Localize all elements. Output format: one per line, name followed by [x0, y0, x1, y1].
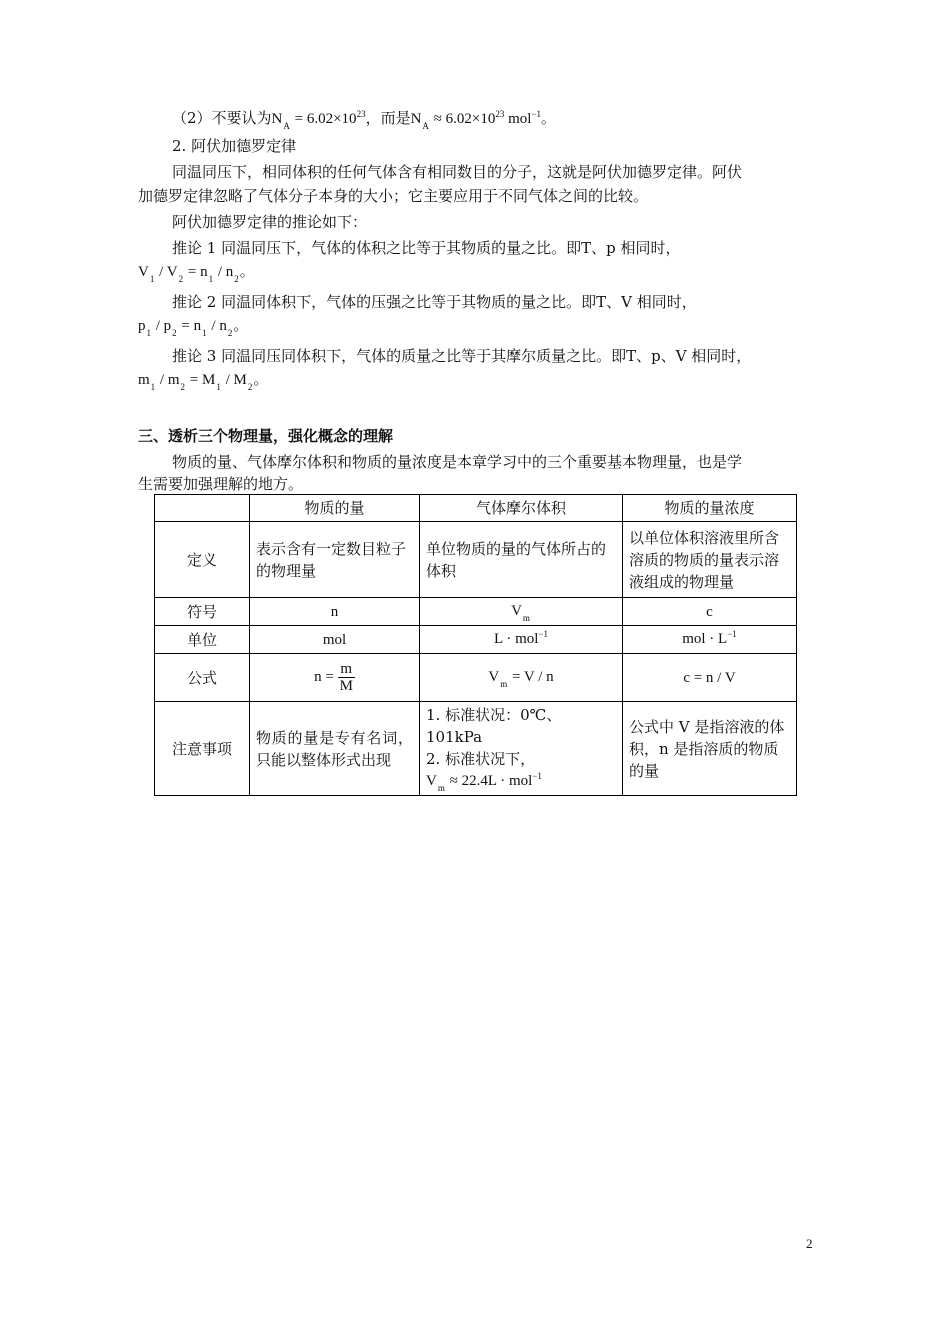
section-3-paragraph-line-1: 物质的量、气体摩尔体积和物质的量浓度是本章学习中的三个重要基本物理量，也是学: [172, 453, 743, 471]
avogadro-paragraph-line-2: 加德罗定律忽略了气体分子本身的大小；它主要应用于不同气体之间的比较。: [138, 187, 649, 205]
row-label-definition: 定义: [155, 522, 250, 598]
header-cell-empty: [155, 495, 250, 522]
symbol-n: n: [250, 598, 420, 626]
table-row-definition: [155, 522, 797, 598]
quantities-table: [154, 494, 797, 796]
header-amount-of-substance: 物质的量: [250, 495, 420, 522]
symbol-c: c: [623, 598, 797, 626]
formula-vm: $V_m = V / n$: [420, 654, 623, 702]
definition-amount: 表示含有一定数目粒子的物理量: [250, 522, 420, 598]
page-number: 2: [806, 1236, 813, 1251]
formula-1: $V_1 / V_2 = n_1 / n_2$。: [138, 264, 255, 284]
row-label-notes: 注意事项: [155, 702, 250, 796]
corollary-1: 推论 1 同温同压下，气体的体积之比等于其物质的量之比。即T、p 相同时，: [172, 239, 681, 257]
notes-concentration: 公式中 V 是指溶液的体积，n 是指溶质的物质的量: [623, 702, 797, 796]
formula-3: $m_1 / m_2 = M_1 / M_2$。: [138, 372, 269, 392]
na-wrong-formula: $N_A = 6.02\times 10^{23}$: [271, 109, 366, 131]
section-2-title: 2. 阿伏加德罗定律: [172, 137, 297, 155]
corollary-2: 推论 2 同温同体积下，气体的压强之比等于其物质的量之比。即T、V 相同时，: [172, 293, 697, 311]
row-label-unit: 单位: [155, 626, 250, 654]
header-concentration: 物质的量浓度: [623, 495, 797, 522]
row-label-formula: 公式: [155, 654, 250, 702]
symbol-vm: $V_m$: [420, 598, 623, 626]
note-2-prefix: （2）不要认为: [172, 109, 272, 127]
section-3-paragraph-line-2: 生需要加强理解的地方。: [138, 475, 304, 493]
unit-mol: mol: [250, 626, 420, 654]
note-2-line: （2）不要认为$N_A = 6.02\times 10^{23}$，而是$N_A \approx 6.02\times 10^{23}$ mol$^{-1}$。: [172, 109, 557, 131]
definition-molar-volume: 单位物质的量的气体所占的体积: [420, 522, 623, 598]
formula-n: n = $\frac{m}{M}$: [250, 654, 420, 702]
definition-concentration: 以单位体积溶液里所含溶质的物质的量表示溶液组成的物理量: [623, 522, 797, 598]
corollary-3: 推论 3 同温同压同体积下，气体的质量之比等于其摩尔质量之比。即T、p、V 相同时，: [172, 347, 752, 365]
corollary-intro: 阿伏加德罗定律的推论如下：: [172, 213, 368, 231]
na-right-formula: $N_A \approx 6.02\times 10^{23}$ mol$^{-1}$: [410, 109, 542, 131]
table-row-notes: [155, 702, 797, 796]
unit-l-per-mol: L · mol$^{-1}$: [420, 626, 623, 654]
note-2-mid: ，而是: [365, 109, 411, 127]
notes-molar-volume: 1. 标准状况：0℃、101kPa 2. 标准状况下， $V_m \approx 22.4L \cdot mol^{-1}$: [420, 702, 623, 796]
table-row-unit: [155, 626, 797, 654]
section-3-title: 三、透析三个物理量，强化概念的理解: [138, 427, 394, 445]
formula-2: $p_1 / p_2 = n_1 / n_2$。: [138, 318, 249, 338]
unit-mol-per-l: mol · $L^{-1}$: [623, 626, 797, 654]
avogadro-paragraph-line-1: 同温同压下，相同体积的任何气体含有相同数目的分子，这就是阿伏加德罗定律。阿伏: [172, 163, 743, 181]
table-row-formula: [155, 654, 797, 702]
notes-amount: 物质的量是专有名词，只能以整体形式出现: [250, 702, 420, 796]
table-header-row: [155, 495, 797, 522]
table-row-symbol: [155, 598, 797, 626]
fraction-m-over-M: $\frac{m}{M}$: [339, 661, 353, 694]
formula-c: c = n / V: [623, 654, 797, 702]
row-label-symbol: 符号: [155, 598, 250, 626]
header-molar-volume: 气体摩尔体积: [420, 495, 623, 522]
